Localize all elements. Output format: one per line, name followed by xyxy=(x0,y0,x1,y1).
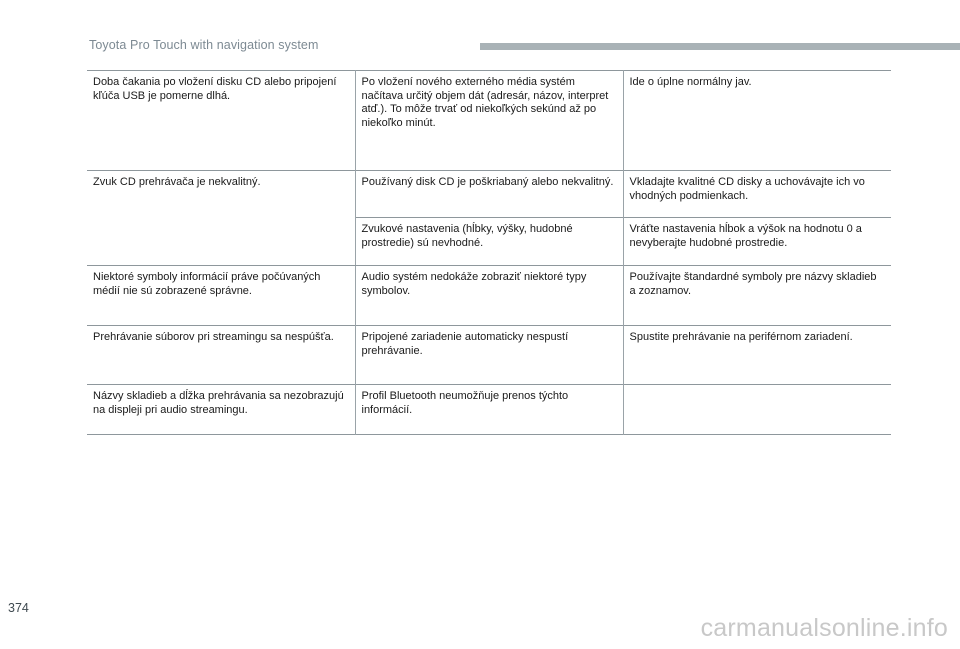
troubleshooting-table-container xyxy=(87,70,891,435)
problem-cell: Názvy skladieb a dĺžka prehrávania sa nezobrazujú na displeji pri audio streamingu. xyxy=(87,385,355,435)
cause-cell: Po vložení nového externého média systém načítava určitý objem dát (adresár, názov, interpret atď.). To môže trvať od niekoľkých sekúnd až po niekoľko minút. xyxy=(355,71,623,171)
cause-cell: Audio systém nedokáže zobraziť niektoré typy symbolov. xyxy=(355,266,623,326)
table-row xyxy=(87,266,891,326)
problem-cell: Zvuk CD prehrávača je nekvalitný. xyxy=(87,171,355,266)
page-number: 374 xyxy=(8,601,29,615)
cause-cell: Profil Bluetooth neumožňuje prenos týchto informácií. xyxy=(355,385,623,435)
solution-cell: Spustite prehrávanie na periférnom zariadení. xyxy=(629,331,853,343)
solution-cell: Vráťte nastavenia hĺbok a výšok na hodnotu 0 a nevyberajte hudobné prostredie. xyxy=(623,218,891,266)
problem-cell: Prehrávanie súborov pri streamingu sa nespúšťa. xyxy=(87,326,355,385)
solution-cell: Používajte štandardné symboly pre názvy skladieb a zoznamov. xyxy=(629,271,877,297)
table-row xyxy=(87,385,891,435)
solution-cell: Vkladajte kvalitné CD disky a uchovávajte ich vo vhodných podmienkach. xyxy=(629,176,865,202)
solution-cell: Ide o úplne normálny jav. xyxy=(629,76,752,88)
troubleshooting-table xyxy=(87,70,891,435)
cause-cell: Používaný disk CD je poškriabaný alebo nekvalitný. xyxy=(355,171,623,218)
solution-cell xyxy=(623,385,891,435)
header-accent-bar xyxy=(480,43,960,50)
problem-cell: Niektoré symboly informácií práve počúvaných médií nie sú zobrazené správne. xyxy=(87,266,355,326)
table-row xyxy=(87,326,891,385)
problem-cell: Doba čakania po vložení disku CD alebo pripojení kľúča USB je pomerne dlhá. xyxy=(87,71,355,171)
table-row xyxy=(87,71,891,171)
cause-cell: Pripojené zariadenie automaticky nespustí prehrávanie. xyxy=(355,326,623,385)
table-row xyxy=(87,171,891,218)
cause-cell: Zvukové nastavenia (hĺbky, výšky, hudobné prostredie) sú nevhodné. xyxy=(355,218,623,266)
watermark: carmanualsonline.info xyxy=(700,614,948,642)
page-header-title: Toyota Pro Touch with navigation system xyxy=(89,38,319,52)
